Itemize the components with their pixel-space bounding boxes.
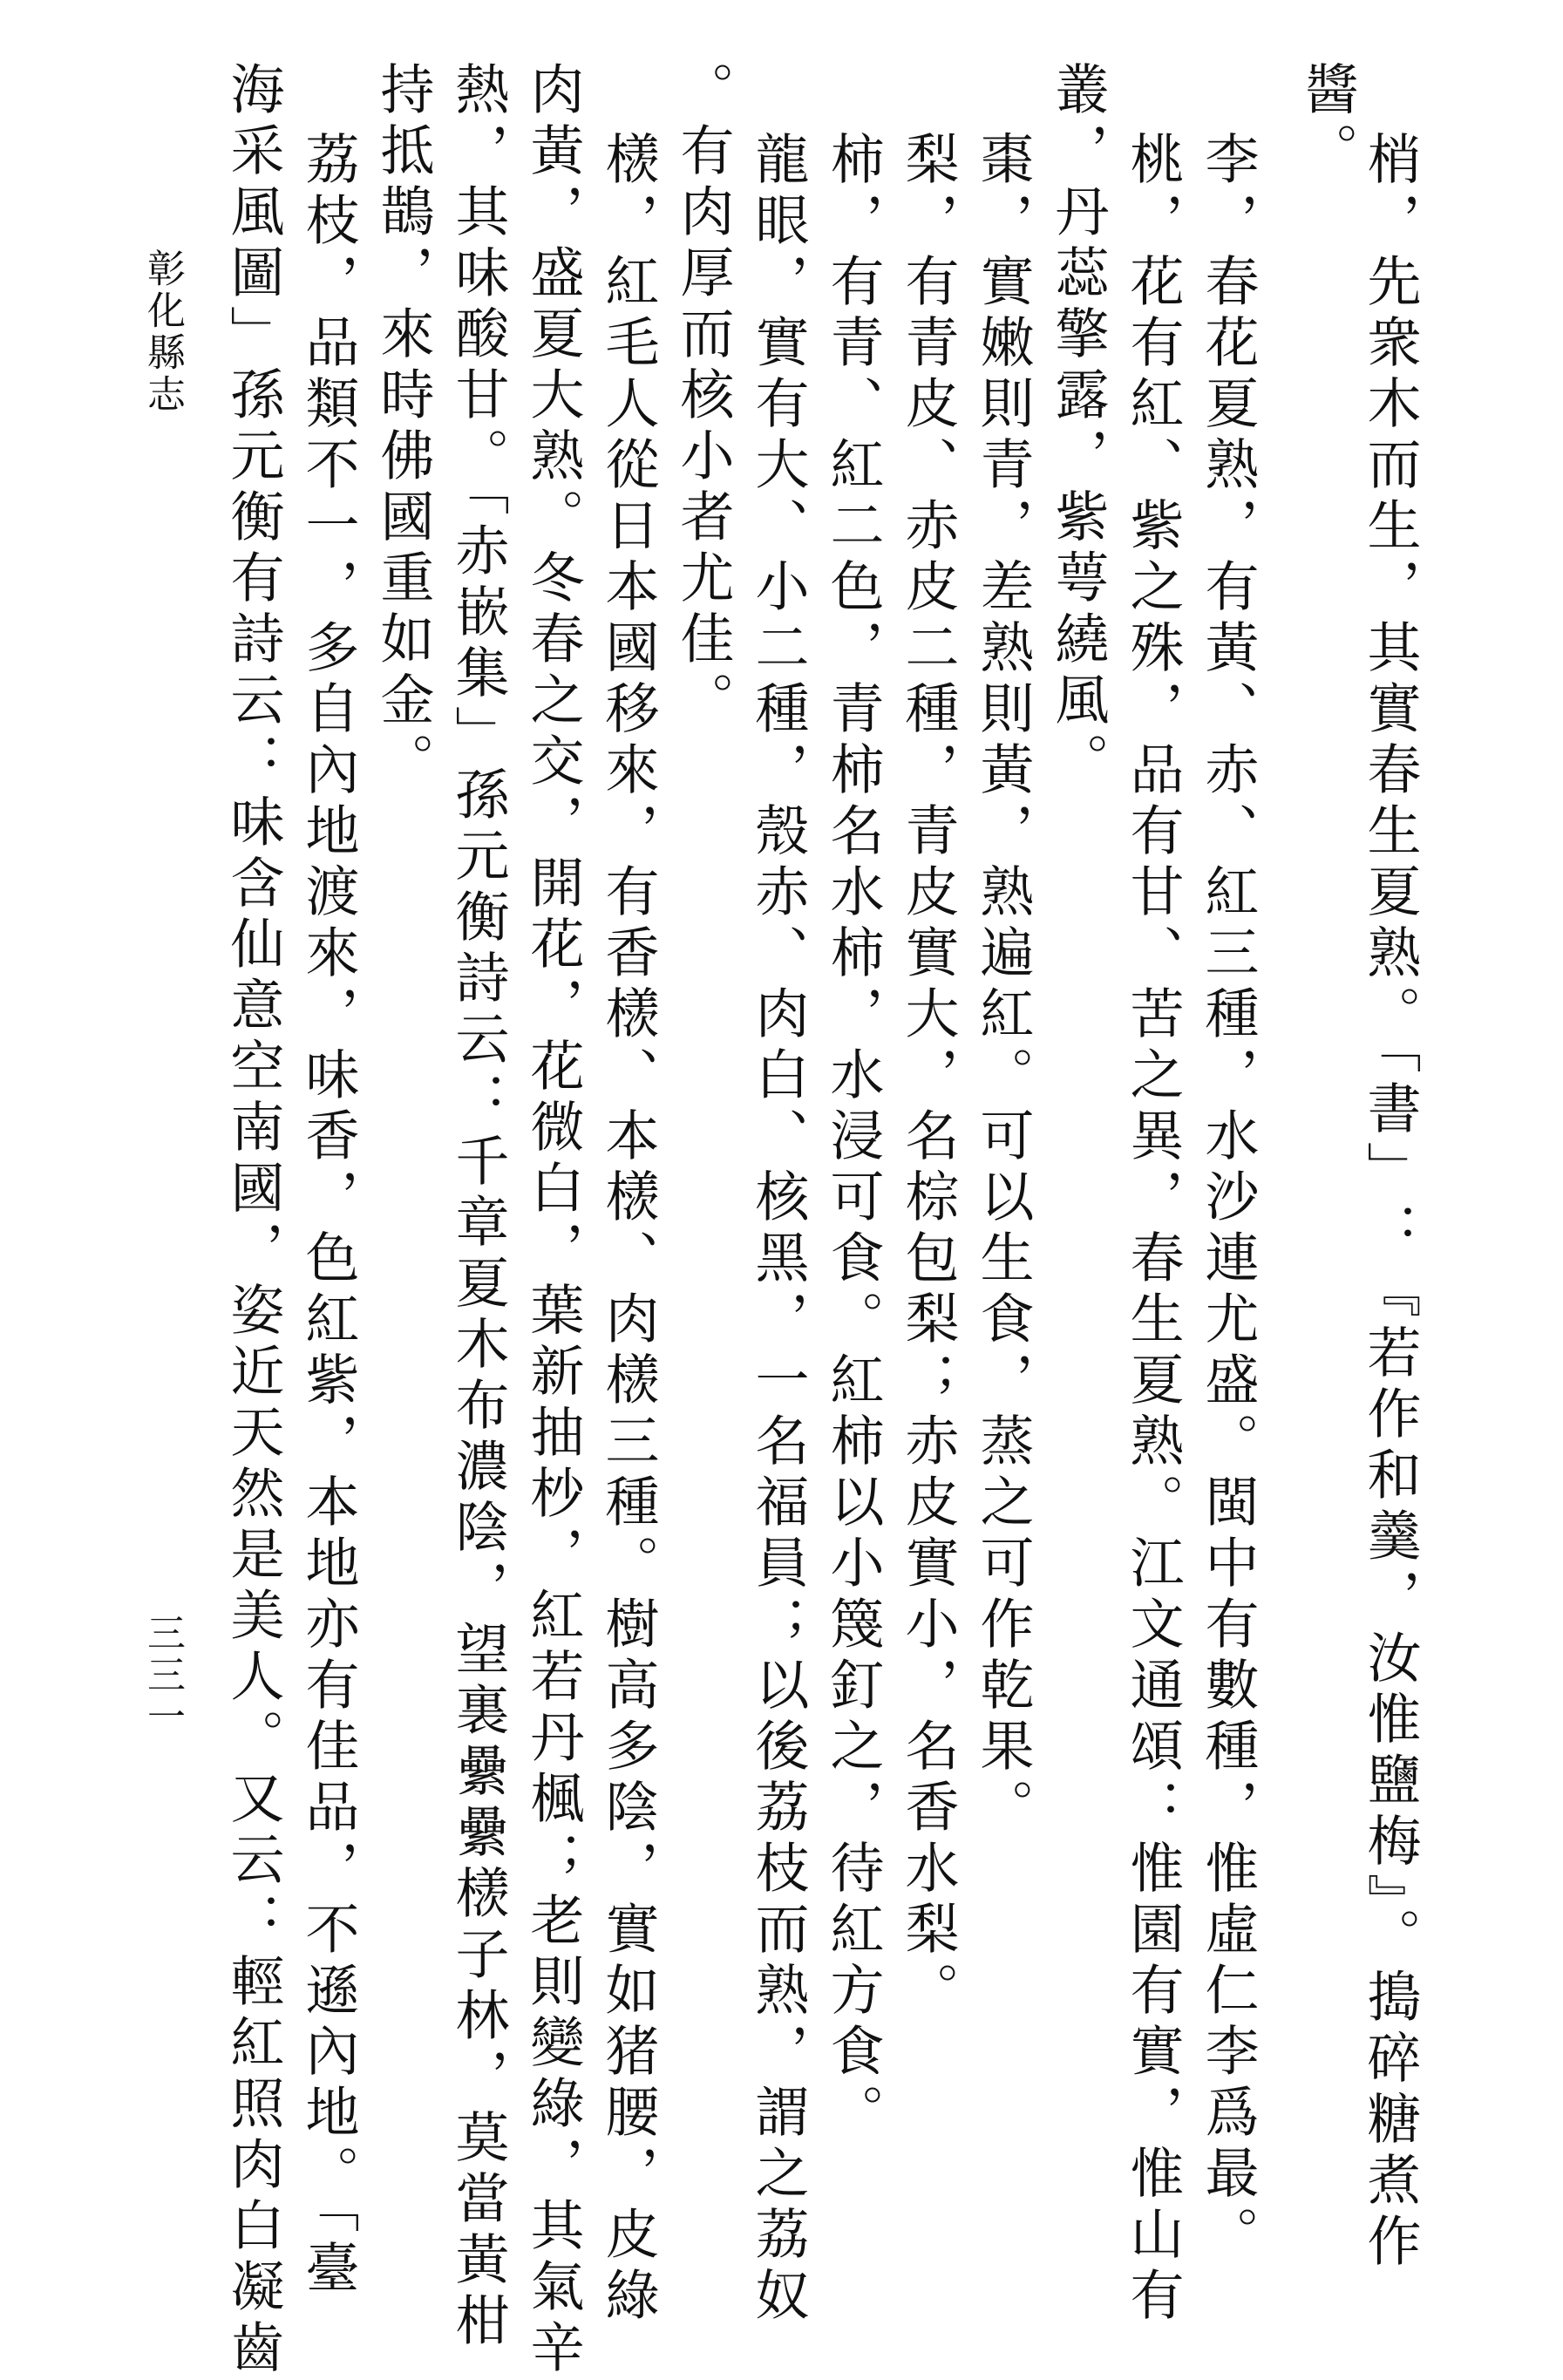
text-column-16: 海采風圖」孫元衡有詩云：味含仙意空南國，姿近天然是美人。又云：輕紅照肉白凝齒 [221,61,285,2380]
text-column-5: 叢，丹蕊擎露，紫萼繞風。 [1046,61,1110,793]
text-column-1: 梢，先衆木而生，其實春生夏熟。「書」：『若作和羹，汝惟鹽梅』。搗碎糖煮作 [1358,131,1422,2274]
text-column-13: 熱，其味酸甘。「赤嵌集」孫元衡詩云：千章夏木布濃陰，望裏纍纍檨子林，莫當黃柑 [446,61,510,2353]
page-number: 三三一 [140,1613,185,1738]
text-column-14: 持抵鵲，來時佛國重如金。 [371,61,435,793]
text-column-8: 柿，有青、紅二色，青柿名水柿，水浸可食。紅柿以小篾釘之，待紅方食。 [821,131,885,2145]
text-column-10: 。有肉厚而核小者尤佳。 [671,61,735,732]
text-column-15: 荔枝，品類不一，多自內地渡來，味香，色紅紫，本地亦有佳品，不遜內地。「臺 [296,131,360,2301]
text-column-7: 梨，有青皮、赤皮二種，青皮實大，名棕包梨；赤皮實小，名香水梨。 [896,131,960,2023]
text-column-3: 李，春花夏熟，有黃、赤、紅三種，水沙連尤盛。閩中有數種，惟虛仁李爲最。 [1196,131,1260,2267]
text-column-11: 檨，紅毛人從日本國移來，有香檨、本檨、肉檨三種。樹高多陰，實如猪腰，皮綠 [596,131,660,2328]
book-title: 彰化縣志 [140,248,185,416]
text-column-12: 肉黃，盛夏大熟。冬春之交，開花，花微白，葉新抽杪，紅若丹楓；老則變綠，其氣辛 [521,61,585,2380]
text-column-6: 棗，實嫩則青，差熟則黃，熟遍紅。可以生食，蒸之可作乾果。 [971,131,1035,1839]
text-column-9: 龍眼，實有大、小二種，殼赤、肉白、核黑，一名福員；以後荔枝而熟，謂之荔奴 [746,131,810,2328]
text-column-4: 桃，花有紅、紫之殊，品有甘、苦之異，春生夏熟。江文通頌：惟園有實，惟山有 [1121,131,1185,2328]
text-column-2: 醬。 [1295,61,1359,183]
